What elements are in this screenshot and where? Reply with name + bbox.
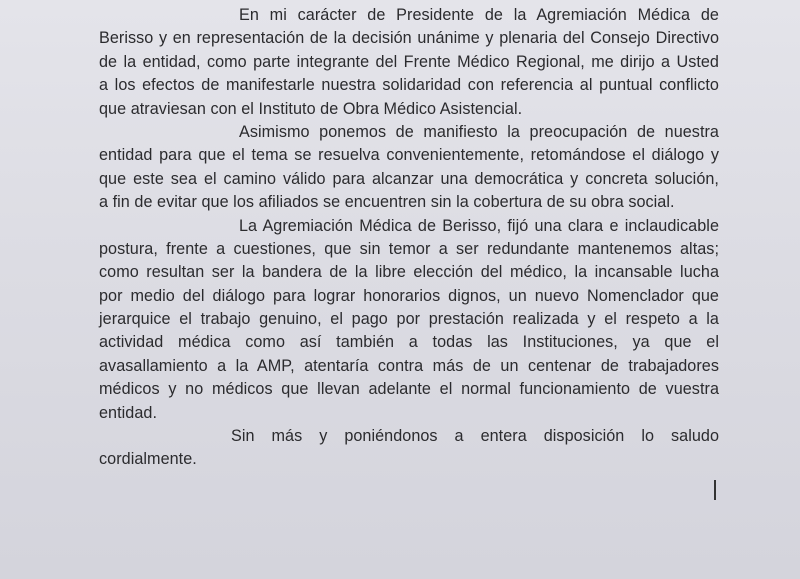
text-line: de la entidad, como parte integrante del Frente Médico Regional, me dirijo a Usted — [99, 52, 719, 71]
text-line: En mi carácter de Presidente de la Agremiación Médica de — [239, 6, 719, 24]
text-line: avasallamiento a la AMP, atentaría contra más de un centenar de trabajadores — [99, 356, 719, 375]
text-line: actividad médica como así también a todas las Instituciones, ya que el — [99, 333, 719, 352]
text-line: La Agremiación Médica de Berisso, fijó una clara e inclaudicable — [239, 216, 719, 235]
text-line: Sin más y poniéndonos a entera disposición lo saludo — [231, 427, 719, 446]
text-line: que este sea el camino válido para alcanzar una democrática y concreta solución, — [99, 169, 719, 188]
paragraph-closing — [99, 425, 719, 472]
text-line: a fin de evitar que los afiliados se encuentren sin la cobertura de su obra social. — [99, 193, 675, 212]
paragraph-position — [99, 215, 719, 426]
text-line: que atraviesan con el Instituto de Obra Médico Asistencial. — [99, 99, 523, 118]
text-line: médicos y no médicos que llevan adelante el normal funcionamiento de vuestra — [99, 380, 719, 399]
paragraph-intro — [99, 4, 719, 121]
text-line: jerarquice el trabajo genuino, el pago por prestación realizada y el respeto a la — [99, 310, 719, 329]
text-line: como resultan ser la bandera de la libre elección del médico, la incansable lucha — [99, 263, 719, 282]
text-line: por medio del diálogo para lograr honorarios dignos, un nuevo Nomenclador que — [99, 286, 719, 305]
letter-body — [99, 4, 719, 472]
text-line: Berisso y en representación de la decisión unánime y plenaria del Consejo Directivo — [99, 29, 719, 48]
margin-mark — [714, 480, 716, 500]
text-line: entidad para que el tema se resuelva convenientemente, retomándose el diálogo y — [99, 146, 719, 165]
text-line: postura, frente a cuestiones, que sin temor a ser redundante mantenemos altas; — [99, 239, 719, 258]
paragraph-concern — [99, 121, 719, 215]
text-line: cordialmente. — [99, 450, 197, 469]
text-line: a los efectos de manifestarle nuestra solidaridad con referencia al puntual conflicto — [99, 76, 719, 95]
text-line: Asimismo ponemos de manifiesto la preocupación de nuestra — [239, 122, 719, 141]
text-line: entidad. — [99, 403, 158, 422]
